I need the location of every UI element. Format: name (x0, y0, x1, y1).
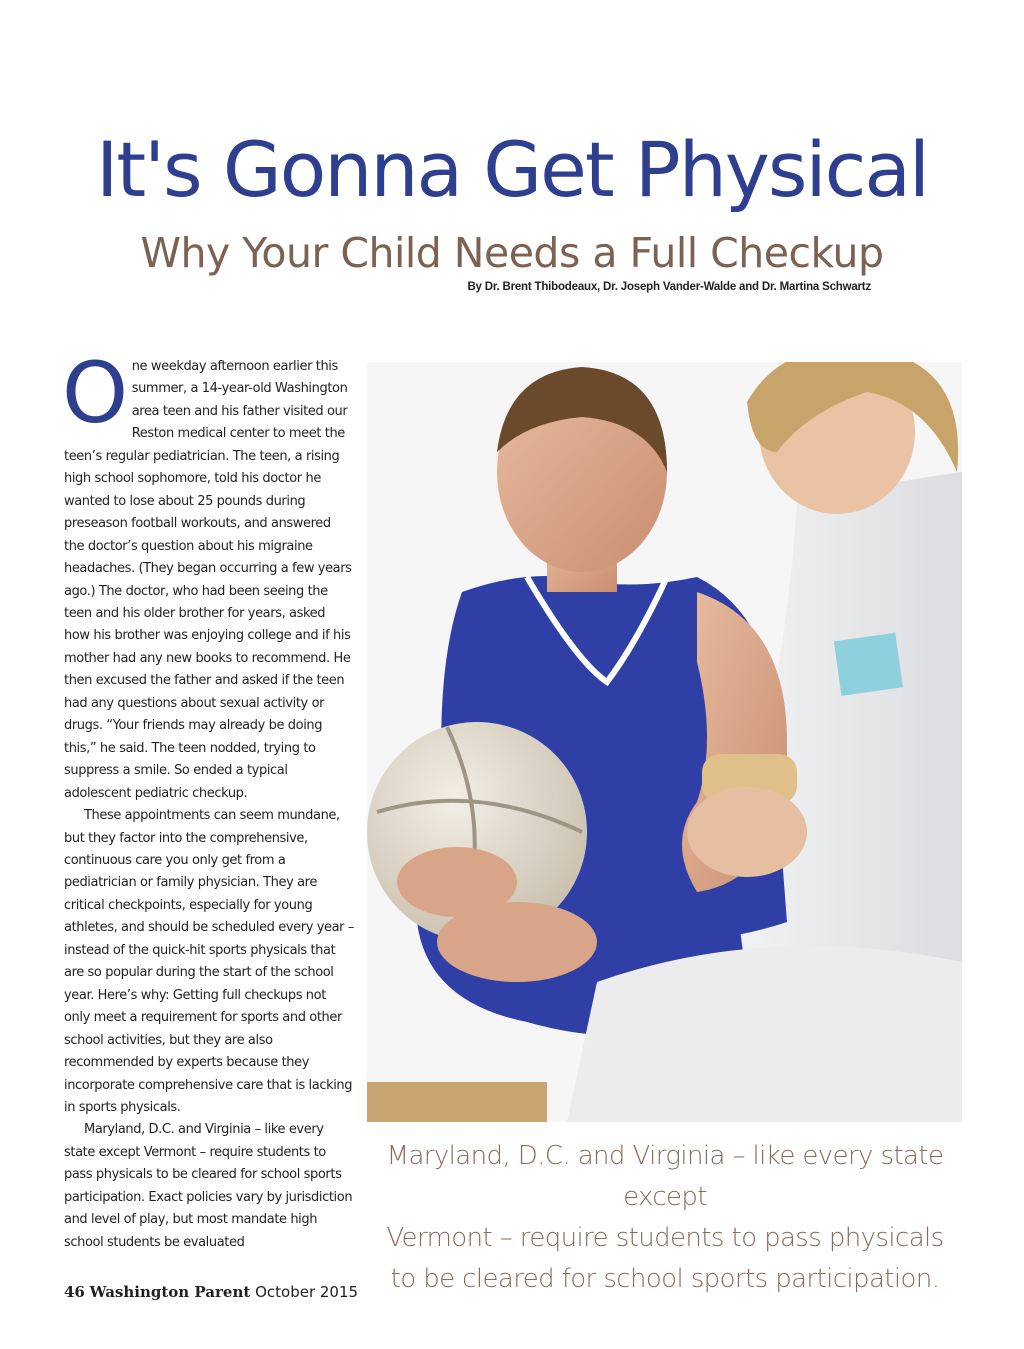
pull-quote-line: Maryland, D.C. and Virginia – like every state except (386, 1141, 944, 1212)
page-footer (64, 1283, 358, 1301)
article-body (62, 344, 354, 1254)
paragraph-2: These appointments can seem mundane, but they factor into the comprehensive, continuous care you only get from a pediatrician or family physician. They are critical checkpoints, especially for young athletes, and should be scheduled every year – instead of the quick-hit sports physicals that are so popular during the start of the school year. Here’s why: Getting full checkups not only meet a requirement for sports and other school activities, but they are also recommended by experts because they incorporate comprehensive care that is lacking in sports physicals. (64, 808, 354, 1115)
doctor-examining-teen-photo (367, 362, 962, 1122)
drop-cap: O (62, 344, 128, 442)
paragraph-1-text: ne weekday afternoon earlier this summer, a 14-year-old Washington area teen and his father visited our Reston medical center to meet the teen’s regular pediatrician. The teen, a rising high school sophomore, told his doctor he wanted to lose about 25 pounds during preseason football workouts, and answered the doctor’s question about his migraine headaches. (They began occurring a few years ago.) The doctor, who had been seeing the teen and his older brother for years, asked how his brother was enjoying college and if his mother had any new books to recommend. He then excused the father and asked if the teen had any questions about sexual activity or drugs. “Your friends may already be doing this,” he said. The teen nodded, trying to suppress a smile. So ended a typical adolescent pediatric checkup. (64, 359, 352, 801)
page-number: 46 (64, 1283, 85, 1301)
article-title: It's Gonna Get Physical (95, 125, 929, 214)
pull-quote-line: Vermont – require students to pass physicals (386, 1223, 944, 1253)
pull-quote (360, 1136, 970, 1300)
paragraph-3: Maryland, D.C. and Virginia – like every state except Vermont – require students to pass physicals to be cleared for school sports participation. Exact policies vary by jurisdiction and level of play, but most mandate high school students be evaluated (64, 1122, 353, 1250)
article-subtitle: Why Your Child Needs a Full Checkup (140, 229, 884, 277)
paragraph-1 (62, 344, 354, 805)
byline: By Dr. Brent Thibodeaux, Dr. Joseph Vander-Walde and Dr. Martina Schwartz (467, 281, 871, 293)
pull-quote-line: to be cleared for school sports participation. (390, 1264, 940, 1294)
issue-date: October 2015 (255, 1283, 359, 1301)
publication-name: Washington Parent (89, 1283, 251, 1301)
